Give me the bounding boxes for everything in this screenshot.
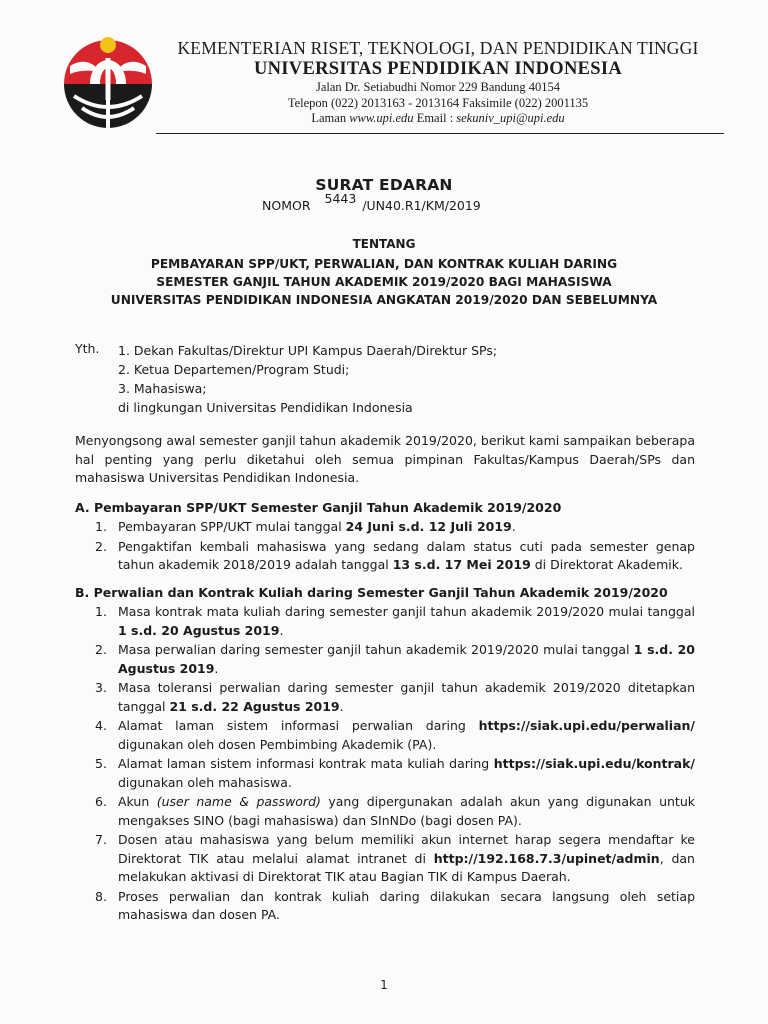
item-bold: 13 s.d. 17 Mei 2019 (392, 557, 531, 572)
letterhead-divider (156, 133, 724, 134)
item-text: Masa toleransi perwalian daring semester ganjil tahun akademik 2019/2020 ditetapkan tanggal (118, 680, 695, 714)
item-text: . (339, 698, 344, 714)
document-number (262, 191, 481, 213)
intro-paragraph: Menyongsong awal semester ganjil tahun akademik 2019/2020, berikut kami sampaikan beberapa hal penting yang perlu diketahui oleh semua pimpinan Fakultas/Kampus Daerah/SPs dan mahasiswa Universitas Pendidikan Indonesia. (75, 433, 695, 485)
upi-logo (60, 32, 156, 132)
web-link[interactable]: www.upi.edu (349, 111, 414, 125)
section-a-list (95, 518, 695, 576)
topic-block (0, 255, 768, 309)
recipient-line: 3. Mahasiswa; (118, 381, 207, 396)
item-text: Pengaktifan kembali mahasiswa yang sedang dalam status cuti pada semester genap tahun akademik 2018/2019 adalah tanggal (118, 538, 695, 572)
item-number: 1. (95, 519, 107, 534)
recipient-line: di lingkungan Universitas Pendidikan Indonesia (118, 400, 413, 415)
recipient-line: 2. Ketua Departemen/Program Studi; (118, 362, 350, 377)
item-number: 5. (95, 756, 107, 771)
phone: Telepon (022) 2013163 - 2013164 Faksimile (022) 2001135 (287, 95, 589, 110)
document-title: SURAT EDARAN (315, 176, 453, 194)
list-item (95, 717, 695, 754)
intranet-url[interactable]: http://192.168.7.3/upinet/admin (433, 850, 660, 866)
item-bold: 1 s.d. 20 Agustus 2019 (118, 622, 280, 638)
list-item (95, 603, 695, 640)
item-number: 6. (95, 794, 107, 809)
item-number: 3. (95, 680, 107, 695)
list-item (95, 755, 695, 792)
item-number: 8. (95, 888, 107, 904)
list-item (95, 888, 695, 925)
recipients-list (118, 341, 497, 417)
item-text: digunakan oleh mahasiswa. (118, 774, 292, 790)
topic-line: UNIVERSITAS PENDIDIKAN INDONESIA ANGKATAN 2019/2020 DAN SEBELUMNYA (110, 293, 658, 307)
item-number: 1. (95, 604, 107, 619)
item-text: Masa kontrak mata kuliah daring semester ganjil tahun akademik 2019/2020 mulai tanggal (118, 604, 695, 619)
item-number: 7. (95, 832, 107, 847)
item-text: yang dipergunakan adalah akun yang digunakan untuk mengakses SINO (bagi mahasiswa) dan SInNDo (bagi dosen PA). (118, 794, 695, 828)
item-text: . (511, 519, 516, 534)
item-text: . (279, 622, 284, 638)
item-text: Pembayaran SPP/UKT mulai tanggal (118, 519, 346, 534)
address: Jalan Dr. Setiabudhi Nomor 229 Bandung 40154 (315, 80, 561, 94)
list-item (95, 793, 695, 830)
list-item (95, 679, 695, 716)
item-number: 4. (95, 718, 107, 733)
kontrak-url[interactable]: https://siak.upi.edu/kontrak/ (493, 756, 695, 771)
item-italic: (user name & password) (156, 794, 321, 809)
ministry-name: KEMENTERIAN RISET, TEKNOLOGI, DAN PENDIDIKAN TINGGI (177, 38, 699, 58)
topic-line: SEMESTER GANJIL TAHUN AKADEMIK 2019/2020 BAGI MAHASISWA (156, 275, 612, 289)
item-bold: 21 s.d. 22 Agustus 2019 (169, 698, 340, 714)
page-number: 1 (380, 978, 388, 992)
tentang-heading: TENTANG (352, 237, 416, 251)
email-label: Email : (416, 111, 454, 125)
university-name: UNIVERSITAS PENDIDIKAN INDONESIA (253, 59, 623, 79)
list-item (95, 518, 695, 537)
item-bold: 1 s.d. 20 Agustus 2019 (118, 642, 695, 676)
web-label: Laman (311, 111, 347, 125)
item-bold: 24 Juni s.d. 12 Juli 2019 (345, 519, 512, 534)
topic-line: PEMBAYARAN SPP/UKT, PERWALIAN, DAN KONTRAK KULIAH DARING (150, 257, 618, 271)
item-text: , dan melakukan aktivasi di Direktorat TIK atau Bagian TIK di Kampus Daerah. (118, 850, 695, 884)
perwalian-url[interactable]: https://siak.upi.edu/perwalian/ (478, 718, 695, 733)
item-text: Proses perwalian dan kontrak kuliah daring dilakukan secara langsung oleh setiap mahasiswa dan dosen PA. (118, 888, 695, 922)
contact-line (170, 111, 706, 127)
section-a-heading: A. Pembayaran SPP/UKT Semester Ganjil Tahun Akademik 2019/2020 (75, 500, 562, 515)
nomor-label: NOMOR (262, 198, 311, 213)
item-text: . (214, 660, 219, 676)
item-text: Dosen atau mahasiswa yang belum memiliki akun internet harap segera mendaftar ke Direktorat TIK atau melalui alamat intranet di (118, 832, 695, 866)
recipients-label: Yth. (75, 341, 100, 356)
list-item (95, 641, 695, 678)
item-text: di Direktorat Akademik. (530, 557, 683, 572)
list-item (95, 831, 695, 887)
section-b-heading: B. Perwalian dan Kontrak Kuliah daring Semester Ganjil Tahun Akademik 2019/2020 (75, 585, 668, 600)
item-text: digunakan oleh dosen Pembimbing Akademik (PA). (118, 736, 437, 752)
item-text: Akun (118, 794, 157, 809)
item-number: 2. (95, 642, 107, 657)
letterhead (170, 38, 706, 127)
item-text: Masa perwalian daring semester ganjil tahun akademik 2019/2020 mulai tanggal (118, 642, 634, 657)
nomor-suffix: /UN40.R1/KM/2019 (362, 198, 481, 213)
nomor-value: 5443 (324, 191, 357, 206)
item-text: Alamat laman sistem informasi kontrak mata kuliah daring (118, 756, 494, 771)
list-item (95, 538, 695, 575)
recipient-line: 1. Dekan Fakultas/Direktur UPI Kampus Daerah/Direktur SPs; (118, 343, 498, 358)
item-text: Alamat laman sistem informasi perwalian daring (118, 718, 479, 733)
item-number: 2. (95, 538, 107, 554)
email-link[interactable]: sekuniv_upi@upi.edu (456, 111, 565, 125)
section-b-list (95, 603, 695, 926)
